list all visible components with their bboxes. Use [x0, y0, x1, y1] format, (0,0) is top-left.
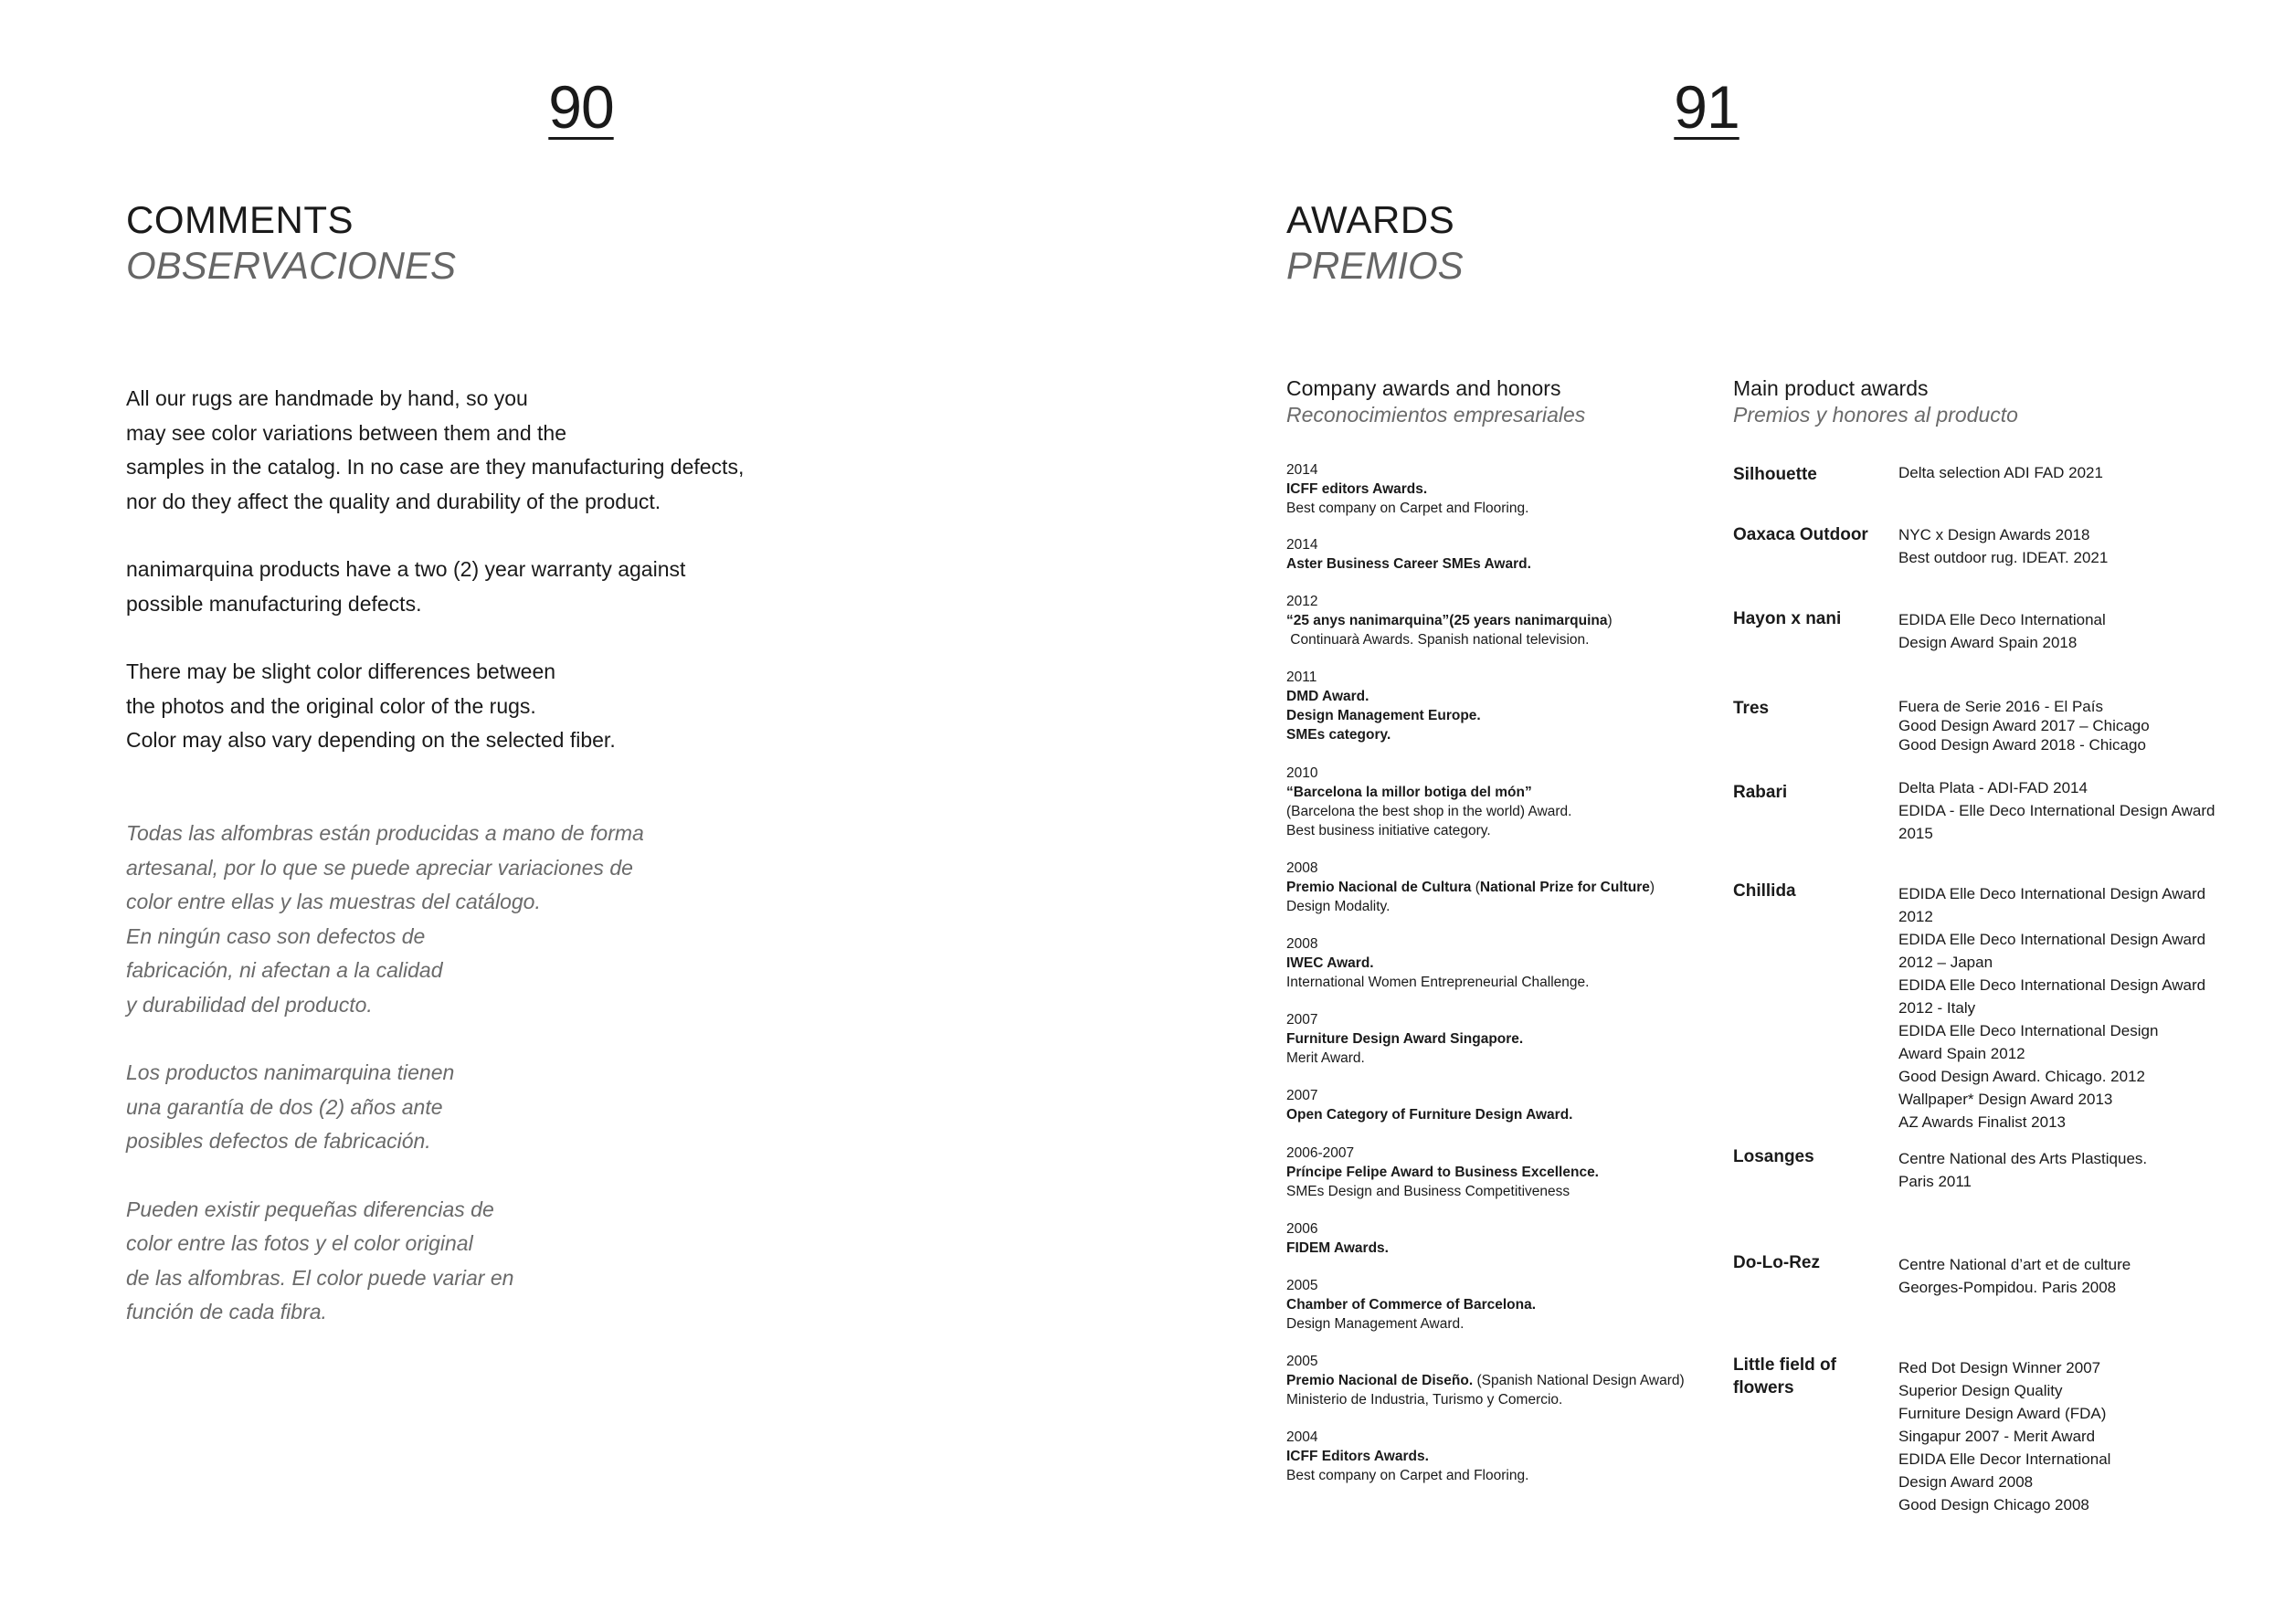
company-award-entry [1286, 1352, 1743, 1409]
company-award-entry [1286, 535, 1743, 574]
product-award-line: EDIDA Elle Deco International Design Award [1898, 885, 2206, 902]
product-award-line: EDIDA - Elle Deco International Design Award [1898, 802, 2215, 819]
spanish-paragraph [126, 1056, 857, 1159]
award-year: 2014 [1286, 537, 1318, 553]
product-award-list [1898, 461, 2264, 484]
award-line: Design Management Award. [1286, 1316, 1465, 1332]
product-name: Little field of flowers [1733, 1355, 1836, 1397]
product-award-line: Paris 2011 [1898, 1173, 1972, 1190]
awards-heading-block [1286, 197, 1464, 289]
product-award-line: 2012 – Japan [1898, 954, 1993, 971]
award-line: IWEC Award. [1286, 955, 1374, 971]
company-award-entry [1286, 592, 1743, 649]
product-award-line: 2012 - Italy [1898, 999, 1976, 1017]
award-year: 2011 [1286, 670, 1317, 685]
product-award-line: Singapur 2007 - Merit Award [1898, 1428, 2096, 1445]
award-year: 2012 [1286, 594, 1318, 609]
text-line: fabricación, ni afectan a la calidad [126, 958, 443, 982]
product-name: Do-Lo-Rez [1733, 1253, 1820, 1272]
product-award-line: Good Design Chicago 2008 [1898, 1496, 2089, 1513]
text-line: the photos and the original color of the rugs. [126, 693, 536, 718]
product-award-line: Design Award Spain 2018 [1898, 634, 2078, 651]
text-line: Los productos nanimarquina tienen [126, 1060, 455, 1084]
text-line: All our rugs are handmade by hand, so you [126, 386, 528, 410]
product-award-line: Good Design Award. Chicago. 2012 [1898, 1068, 2145, 1085]
company-award-entry [1286, 1010, 1743, 1068]
award-line: Design Modality. [1286, 899, 1390, 914]
text-line: y durabilidad del producto. [126, 992, 373, 1017]
award-line: Best business initiative category. [1286, 823, 1491, 838]
english-paragraph [126, 655, 857, 758]
comments-spanish [126, 817, 857, 1364]
award-line: Furniture Design Award Singapore. [1286, 1031, 1524, 1047]
award-line: DMD Award. [1286, 689, 1369, 704]
product-awards-subtitle: Premios y honores al producto [1733, 403, 2018, 427]
product-name: Chillida [1733, 881, 1796, 901]
text-line: samples in the catalog. In no case are they manufacturing defects, [126, 455, 745, 479]
product-award-line: Georges-Pompidou. Paris 2008 [1898, 1279, 2117, 1296]
text-line: una garantía de dos (2) años ante [126, 1094, 443, 1119]
comments-english [126, 382, 857, 792]
product-award-line: EDIDA Elle Deco International [1898, 611, 2106, 628]
product-name: Losanges [1733, 1147, 1814, 1166]
award-year: 2006-2007 [1286, 1145, 1355, 1161]
award-line: Aster Business Career SMEs Award. [1286, 556, 1531, 572]
award-line: Premio Nacional de Cultura (National Prize for Culture) [1286, 880, 1655, 895]
text-line: función de cada fibra. [126, 1300, 327, 1323]
product-award-line: Delta Plata - ADI-FAD 2014 [1898, 779, 2088, 796]
awards-heading: AWARDS [1286, 198, 1455, 241]
award-line: SMEs category. [1286, 727, 1391, 743]
award-line: (Barcelona the best shop in the world) Award. [1286, 804, 1572, 819]
company-award-entry [1286, 1428, 1743, 1485]
award-line: Design Management Europe. [1286, 708, 1481, 723]
text-line: may see color variations between them and the [126, 420, 566, 445]
product-award-list [1898, 882, 2264, 1134]
company-award-entry [1286, 1276, 1743, 1334]
spanish-paragraph [126, 817, 857, 1022]
text-line: Pueden existir pequeñas diferencias de [126, 1197, 494, 1221]
award-line: Premio Nacional de Diseño. (Spanish National Design Award) [1286, 1373, 1685, 1388]
comments-heading: COMMENTS [126, 198, 354, 241]
product-award-list [1898, 776, 2264, 845]
award-year: 2008 [1286, 936, 1318, 952]
product-name: Oaxaca Outdoor [1733, 525, 1868, 544]
company-award-entry [1286, 859, 1743, 916]
award-year: 2005 [1286, 1278, 1318, 1293]
award-year: 2010 [1286, 765, 1318, 781]
award-line: “Barcelona la millor botiga del món” [1286, 785, 1532, 800]
product-award-line: Good Design Award 2017 – Chicago [1898, 717, 2150, 734]
product-award-line: EDIDA Elle Deco International Design Award [1898, 976, 2206, 994]
text-line: There may be slight color differences between [126, 659, 556, 683]
product-award-line: Best outdoor rug. IDEAT. 2021 [1898, 549, 2109, 566]
text-line: de las alfombras. El color puede variar en [126, 1265, 514, 1290]
product-awards-title: Main product awards [1733, 376, 1929, 400]
award-line: Best company on Carpet and Flooring. [1286, 1468, 1529, 1483]
product-award-list [1898, 608, 2264, 654]
product-award-list [1898, 1253, 2264, 1299]
text-line: Todas las alfombras están producidas a mano de forma [126, 821, 644, 845]
product-award-line: Furniture Design Award (FDA) [1898, 1405, 2107, 1422]
product-award-line: Centre National des Arts Plastiques. [1898, 1150, 2148, 1167]
award-year: 2008 [1286, 860, 1318, 876]
product-award-list [1898, 523, 2264, 569]
product-award-line: Award Spain 2012 [1898, 1045, 2025, 1062]
product-award-list [1898, 697, 2264, 754]
product-award-list [1898, 1147, 2264, 1193]
company-award-entry [1286, 934, 1743, 992]
awards-subheading: PREMIOS [1286, 244, 1464, 287]
award-line: Príncipe Felipe Award to Business Excellence. [1286, 1165, 1599, 1180]
product-award-line: Centre National d’art et de culture [1898, 1256, 2131, 1273]
product-award-line: Delta selection ADI FAD 2021 [1898, 464, 2103, 481]
comments-subheading: OBSERVACIONES [126, 244, 457, 287]
award-line: Open Category of Furniture Design Award. [1286, 1107, 1573, 1123]
product-award-line: 2012 [1898, 908, 1933, 925]
product-awards-header [1733, 375, 2018, 428]
product-award-line: 2015 [1898, 825, 1933, 842]
product-award-line: Design Award 2008 [1898, 1473, 2034, 1491]
company-award-entry [1286, 1144, 1743, 1201]
award-line: Ministerio de Industria, Turismo y Comercio. [1286, 1392, 1563, 1408]
text-line: posibles defectos de fabricación. [126, 1129, 431, 1153]
product-award-line: Good Design Award 2018 - Chicago [1898, 736, 2146, 754]
english-paragraph [126, 382, 857, 519]
company-awards-subtitle: Reconocimientos empresariales [1286, 403, 1586, 427]
product-name: Rabari [1733, 783, 1788, 802]
text-line: possible manufacturing defects. [126, 591, 422, 616]
comments-heading-block [126, 197, 456, 289]
award-year: 2007 [1286, 1088, 1318, 1103]
product-award-line: EDIDA Elle Deco International Design [1898, 1022, 2159, 1039]
text-line: color entre ellas y las muestras del catálogo. [126, 890, 541, 913]
company-award-entry [1286, 1086, 1743, 1124]
company-award-entry [1286, 668, 1743, 744]
company-award-entry [1286, 1219, 1743, 1258]
product-award-line: Red Dot Design Winner 2007 [1898, 1359, 2101, 1376]
product-name: Silhouette [1733, 465, 1817, 484]
award-line: Best company on Carpet and Flooring. [1286, 501, 1529, 516]
page-number-right: 91 [1674, 73, 1739, 141]
award-line: International Women Entrepreneurial Challenge. [1286, 975, 1590, 990]
text-line: nanimarquina products have a two (2) year warranty against [126, 557, 686, 581]
award-line: FIDEM Awards. [1286, 1240, 1389, 1256]
text-line: nor do they affect the quality and durability of the product. [126, 489, 661, 513]
text-line: En ningún caso son defectos de [126, 923, 426, 948]
award-line: Continuarà Awards. Spanish national television. [1286, 632, 1590, 648]
product-award-line: NYC x Design Awards 2018 [1898, 526, 2090, 543]
company-awards-title: Company awards and honors [1286, 376, 1561, 400]
company-awards-header [1286, 375, 1585, 428]
award-year: 2006 [1286, 1221, 1318, 1237]
spanish-paragraph [126, 1193, 857, 1330]
product-award-line: AZ Awards Finalist 2013 [1898, 1113, 2066, 1131]
product-name: Hayon x nani [1733, 609, 1842, 628]
text-line: color entre las fotos y el color original [126, 1231, 473, 1255]
page-number-left: 90 [548, 73, 614, 141]
product-award-line: EDIDA Elle Deco International Design Award [1898, 931, 2206, 948]
award-line: Chamber of Commerce of Barcelona. [1286, 1297, 1537, 1313]
award-year: 2007 [1286, 1012, 1318, 1028]
award-line: ICFF Editors Awards. [1286, 1449, 1429, 1464]
award-year: 2004 [1286, 1429, 1318, 1445]
product-award-line: Superior Design Quality [1898, 1382, 2063, 1399]
award-year: 2014 [1286, 462, 1318, 478]
company-award-entry [1286, 764, 1743, 840]
company-award-entry [1286, 460, 1743, 518]
product-name: Tres [1733, 699, 1770, 718]
product-award-line: Wallpaper* Design Award 2013 [1898, 1091, 2113, 1108]
product-award-list [1898, 1356, 2264, 1516]
award-year: 2005 [1286, 1354, 1318, 1369]
award-line: “25 anys nanimarquina”(25 years nanimarquina) [1286, 613, 1613, 628]
text-line: Color may also vary depending on the selected fiber. [126, 728, 616, 752]
award-line: ICFF editors Awards. [1286, 481, 1428, 497]
product-award-line: Fuera de Serie 2016 - El País [1898, 698, 2103, 715]
product-award-line: EDIDA Elle Decor International [1898, 1450, 2111, 1468]
award-line: Merit Award. [1286, 1050, 1365, 1066]
award-line: SMEs Design and Business Competitiveness [1286, 1184, 1570, 1199]
english-paragraph [126, 553, 857, 621]
text-line: artesanal, por lo que se puede apreciar variaciones de [126, 855, 633, 880]
